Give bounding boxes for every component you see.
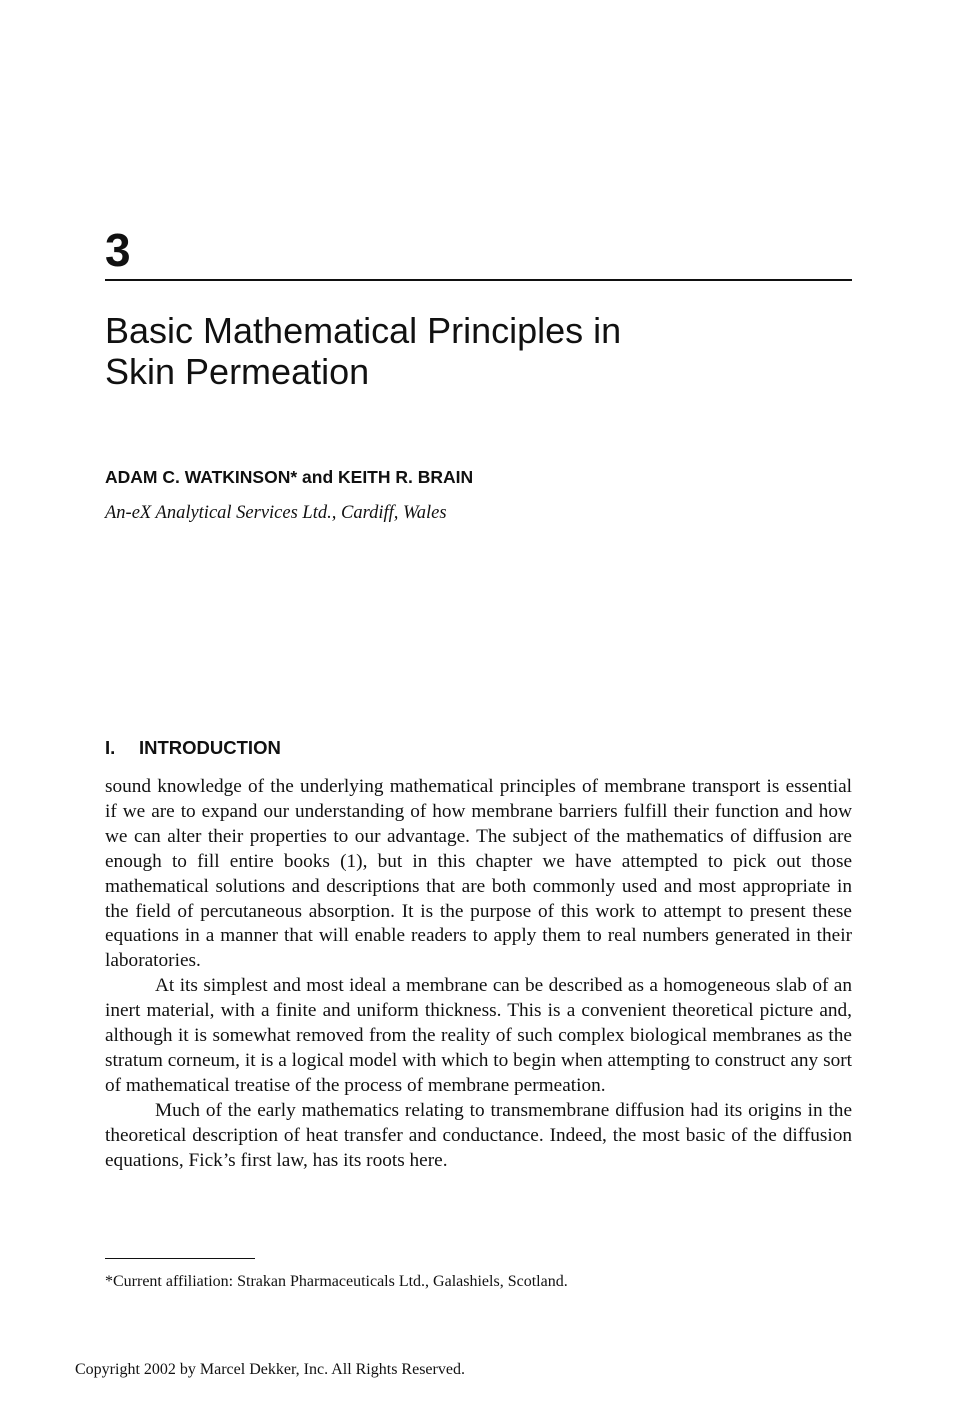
affiliation: An-eX Analytical Services Ltd., Cardiff, Wales xyxy=(105,503,447,523)
paragraph-3: Much of the early mathematics relating to transmembrane diffusion had its origins in the theoretical description of heat transfer and conductance. Indeed, the most basic of the diffusion equations, Fick’s first law, has its roots here. xyxy=(105,1099,852,1171)
authors: ADAM C. WATKINSON* and KEITH R. BRAIN xyxy=(105,467,474,487)
paragraph-1: sound knowledge of the underlying mathematical principles of membrane transport is essential if we are to expand our understanding of how membrane barriers fulfill their function and how we can alter their properties to our advantage. The subject of the mathematics of diffusion are enough to fill entire books (1), but in this chapter we have attempted to pick out those mathematical solutions and descriptions that are both commonly used and most appropriate in the field of percutaneous absorption. It is the purpose of this work to attempt to present these equations in a manner that will enable readers to apply them to real numbers generated in their laboratories. xyxy=(105,776,852,972)
chapter-number: 3 xyxy=(105,224,131,276)
section-heading xyxy=(105,737,281,759)
chapter-title-line-1: Basic Mathematical Principles in xyxy=(105,310,622,351)
section-title: INTRODUCTION xyxy=(139,737,281,758)
footnote: *Current affiliation: Strakan Pharmaceuticals Ltd., Galashiels, Scotland. xyxy=(105,1273,568,1290)
chapter-title xyxy=(105,310,805,392)
copyright-notice: Copyright 2002 by Marcel Dekker, Inc. All Rights Reserved. xyxy=(75,1361,465,1378)
chapter-rule xyxy=(105,279,852,281)
paragraph-2: At its simplest and most ideal a membrane can be described as a homogeneous slab of an inert material, with a finite and uniform thickness. This is a convenient theoretical picture and, although it is somewhat removed from the reality of such complex biological membranes as the stratum corneum, it is a logical model with which to begin when attempting to construct any sort of mathematical treatise of the process of membrane permeation. xyxy=(105,975,852,1096)
body-text xyxy=(105,775,852,1174)
chapter-title-line-2: Skin Permeation xyxy=(105,351,370,392)
footnote-rule xyxy=(105,1258,255,1259)
section-number: I. xyxy=(105,737,116,758)
